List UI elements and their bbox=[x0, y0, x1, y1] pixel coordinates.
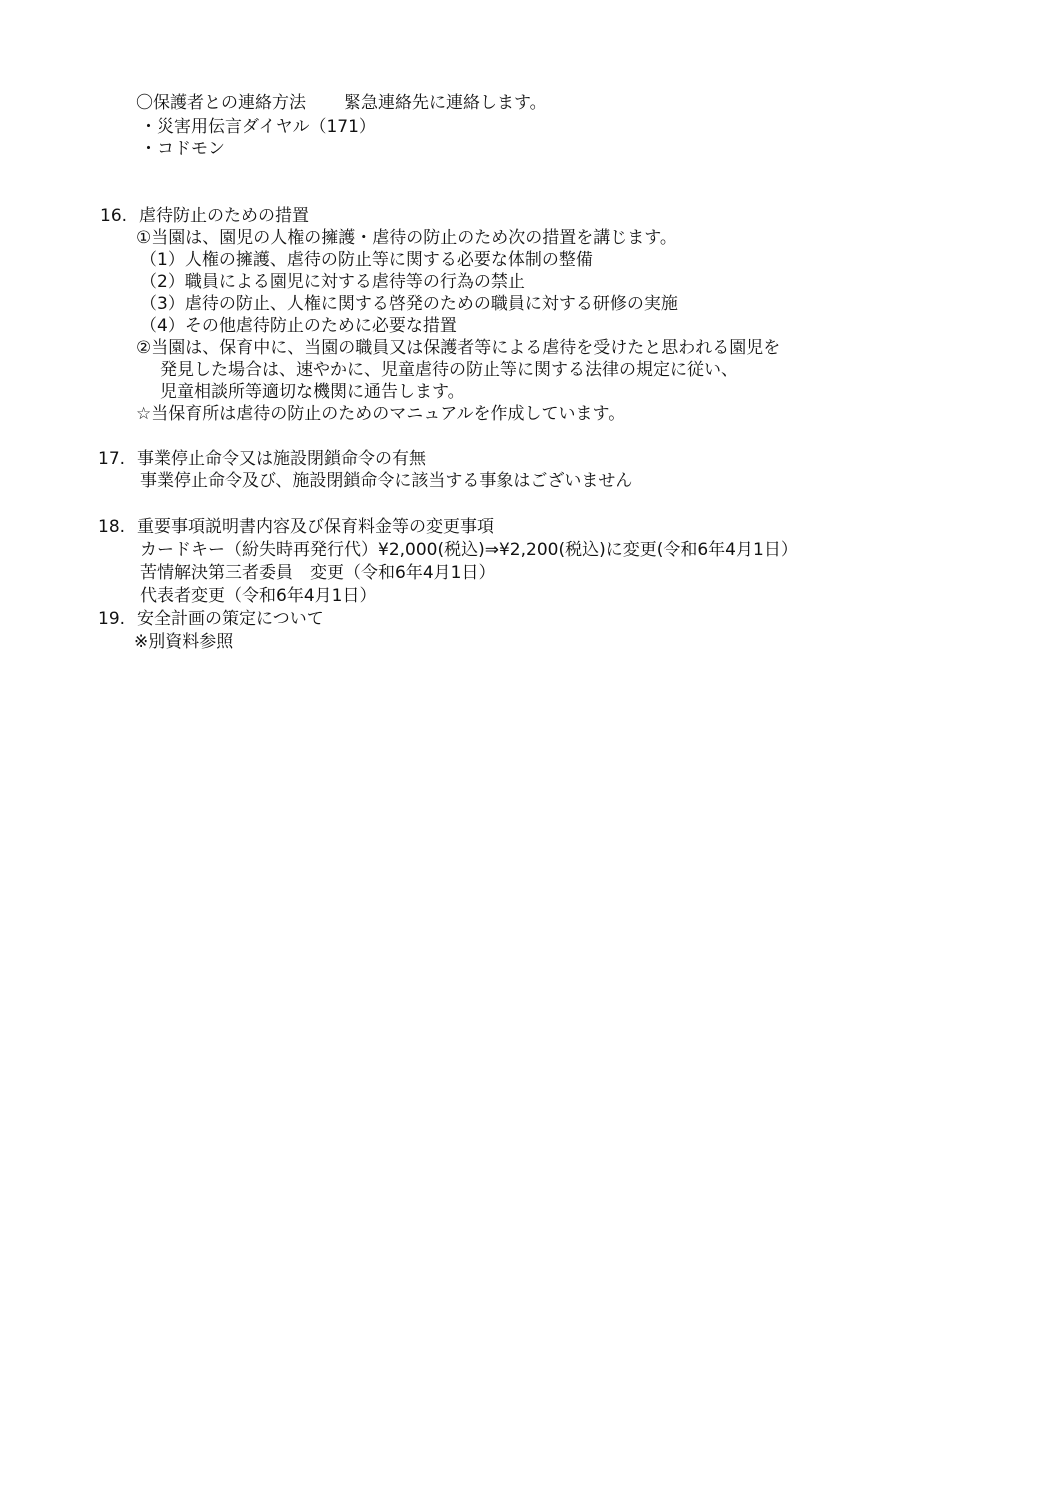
bullet-kodomon: ・コドモン bbox=[140, 139, 225, 159]
section-16-item2-line-3: 児童相談所等適切な機関に通告します。 bbox=[160, 382, 465, 402]
section-19-title: 安全計画の策定について bbox=[137, 609, 324, 629]
section-16-number: 16. bbox=[100, 206, 128, 226]
section-19-heading bbox=[98, 608, 324, 630]
section-19-note: ※別資料参照 bbox=[134, 632, 234, 652]
section-16-measure-4: （4）その他虐待防止のために必要な措置 bbox=[140, 316, 457, 336]
section-18-change-representative: 代表者変更（令和6年4月1日） bbox=[140, 586, 377, 606]
bullet-disaster-dial: ・災害用伝言ダイヤル（171） bbox=[140, 117, 376, 137]
section-17-title: 事業停止命令又は施設閉鎖命令の有無 bbox=[137, 449, 427, 469]
section-16-heading bbox=[100, 205, 309, 227]
section-16-measure-2: （2）職員による園児に対する虐待等の行為の禁止 bbox=[140, 272, 525, 292]
section-18-change-cardkey: カードキー（紛失時再発行代）¥2,000(税込)⇒¥2,200(税込)に変更(令和6年4月1日） bbox=[140, 540, 798, 560]
section-17-heading bbox=[98, 448, 426, 470]
section-16-item1-intro: ①当園は、園児の人権の擁護・虐待の防止のため次の措置を講じます。 bbox=[136, 228, 677, 248]
section-17-number: 17. bbox=[98, 449, 126, 469]
section-18-number: 18. bbox=[98, 517, 126, 537]
section-18-title: 重要事項説明書内容及び保育料金等の変更事項 bbox=[137, 517, 495, 537]
section-16-item2-line-1: ②当園は、保育中に、当園の職員又は保護者等による虐待を受けたと思われる園児を bbox=[136, 338, 781, 358]
contact-method-heading bbox=[136, 92, 547, 114]
section-16-title: 虐待防止のための措置 bbox=[139, 206, 310, 226]
contact-method-label: 〇保護者との連絡方法 bbox=[136, 93, 306, 113]
section-16-measure-3: （3）虐待の防止、人権に関する啓発のための職員に対する研修の実施 bbox=[140, 294, 678, 314]
section-18-heading bbox=[98, 516, 494, 538]
contact-method-text: 緊急連絡先に連絡します。 bbox=[344, 93, 547, 113]
section-16-measure-1: （1）人権の擁護、虐待の防止等に関する必要な体制の整備 bbox=[140, 250, 593, 270]
section-19-number: 19. bbox=[98, 609, 126, 629]
section-18-change-committee: 苦情解決第三者委員 変更（令和6年4月1日） bbox=[140, 563, 496, 583]
section-17-body: 事業停止命令及び、施設閉鎖命令に該当する事象はございません bbox=[140, 471, 633, 491]
section-16-item2-line-2: 発見した場合は、速やかに、児童虐待の防止等に関する法律の規定に従い、 bbox=[160, 360, 738, 380]
section-16-note: ☆当保育所は虐待の防止のためのマニュアルを作成しています。 bbox=[136, 404, 626, 424]
